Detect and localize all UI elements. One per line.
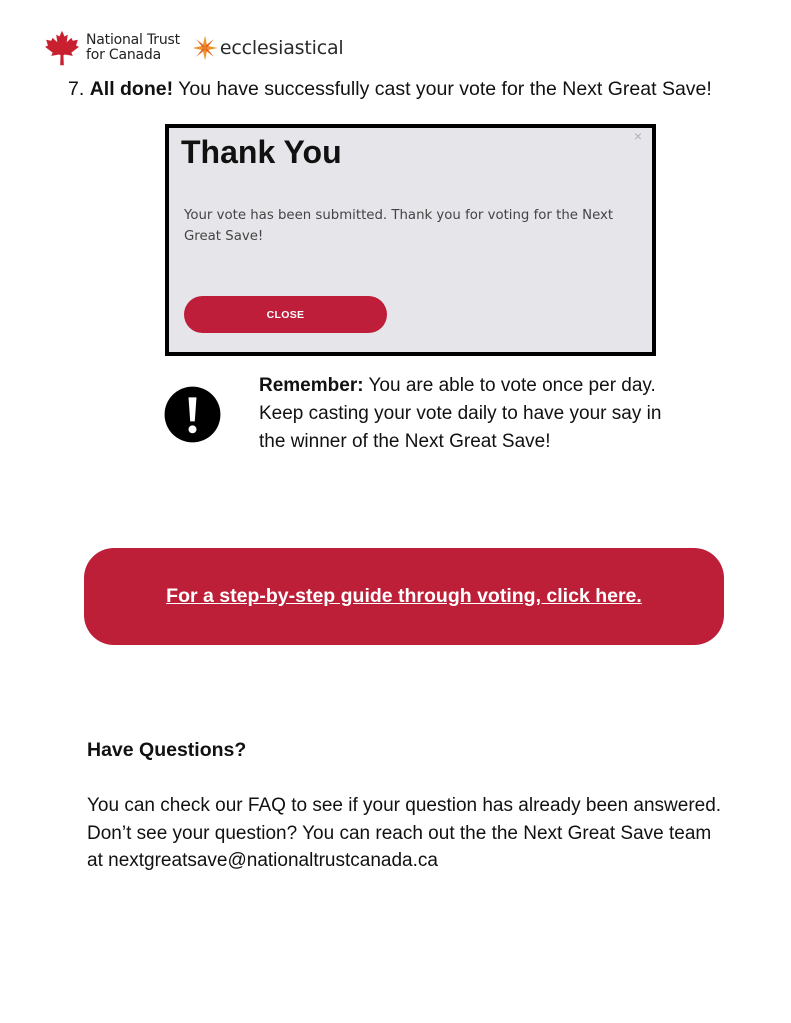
thank-you-dialog-screenshot <box>165 124 656 356</box>
dialog-title: Thank You <box>181 134 342 170</box>
dialog-message: Your vote has been submitted. Thank you for voting for the Next Great Save! <box>184 208 614 244</box>
step-text: You have successfully cast your vote for the Next Great Save! <box>173 78 712 100</box>
header <box>44 28 343 68</box>
reminder-body: You are able to vote once per day. Keep casting your vote daily to have your say in the winner of the Next Great Save! <box>259 375 662 452</box>
dialog-close-button[interactable]: CLOSE <box>184 296 387 333</box>
close-icon[interactable]: × <box>633 128 642 144</box>
star-icon <box>192 35 218 61</box>
step-bold-text: All done! <box>89 78 174 100</box>
national-trust-logo[interactable] <box>44 29 180 67</box>
questions-heading: Have Questions? <box>87 739 247 761</box>
reminder-text <box>259 372 689 456</box>
reminder-bold: Remember: <box>259 375 364 396</box>
national-trust-logo-text: National Trust for Canada <box>86 32 180 63</box>
step-instruction <box>68 78 712 101</box>
voting-guide-banner[interactable] <box>84 548 724 645</box>
ecclesiastical-logo[interactable] <box>192 35 344 61</box>
ecclesiastical-logo-text: ecclesiastical <box>219 37 344 59</box>
questions-body: You can check our FAQ to see if your question has already been answered. Don’t see your question? You can reach out the the Next Great Save team at nextgreatsave@nationaltrustcanada.ca <box>87 795 722 871</box>
voting-guide-link[interactable]: For a step-by-step guide through voting, click here. <box>166 585 642 607</box>
exclamation-icon <box>164 386 221 443</box>
maple-leaf-icon <box>44 29 80 67</box>
step-number: 7. <box>68 78 85 100</box>
